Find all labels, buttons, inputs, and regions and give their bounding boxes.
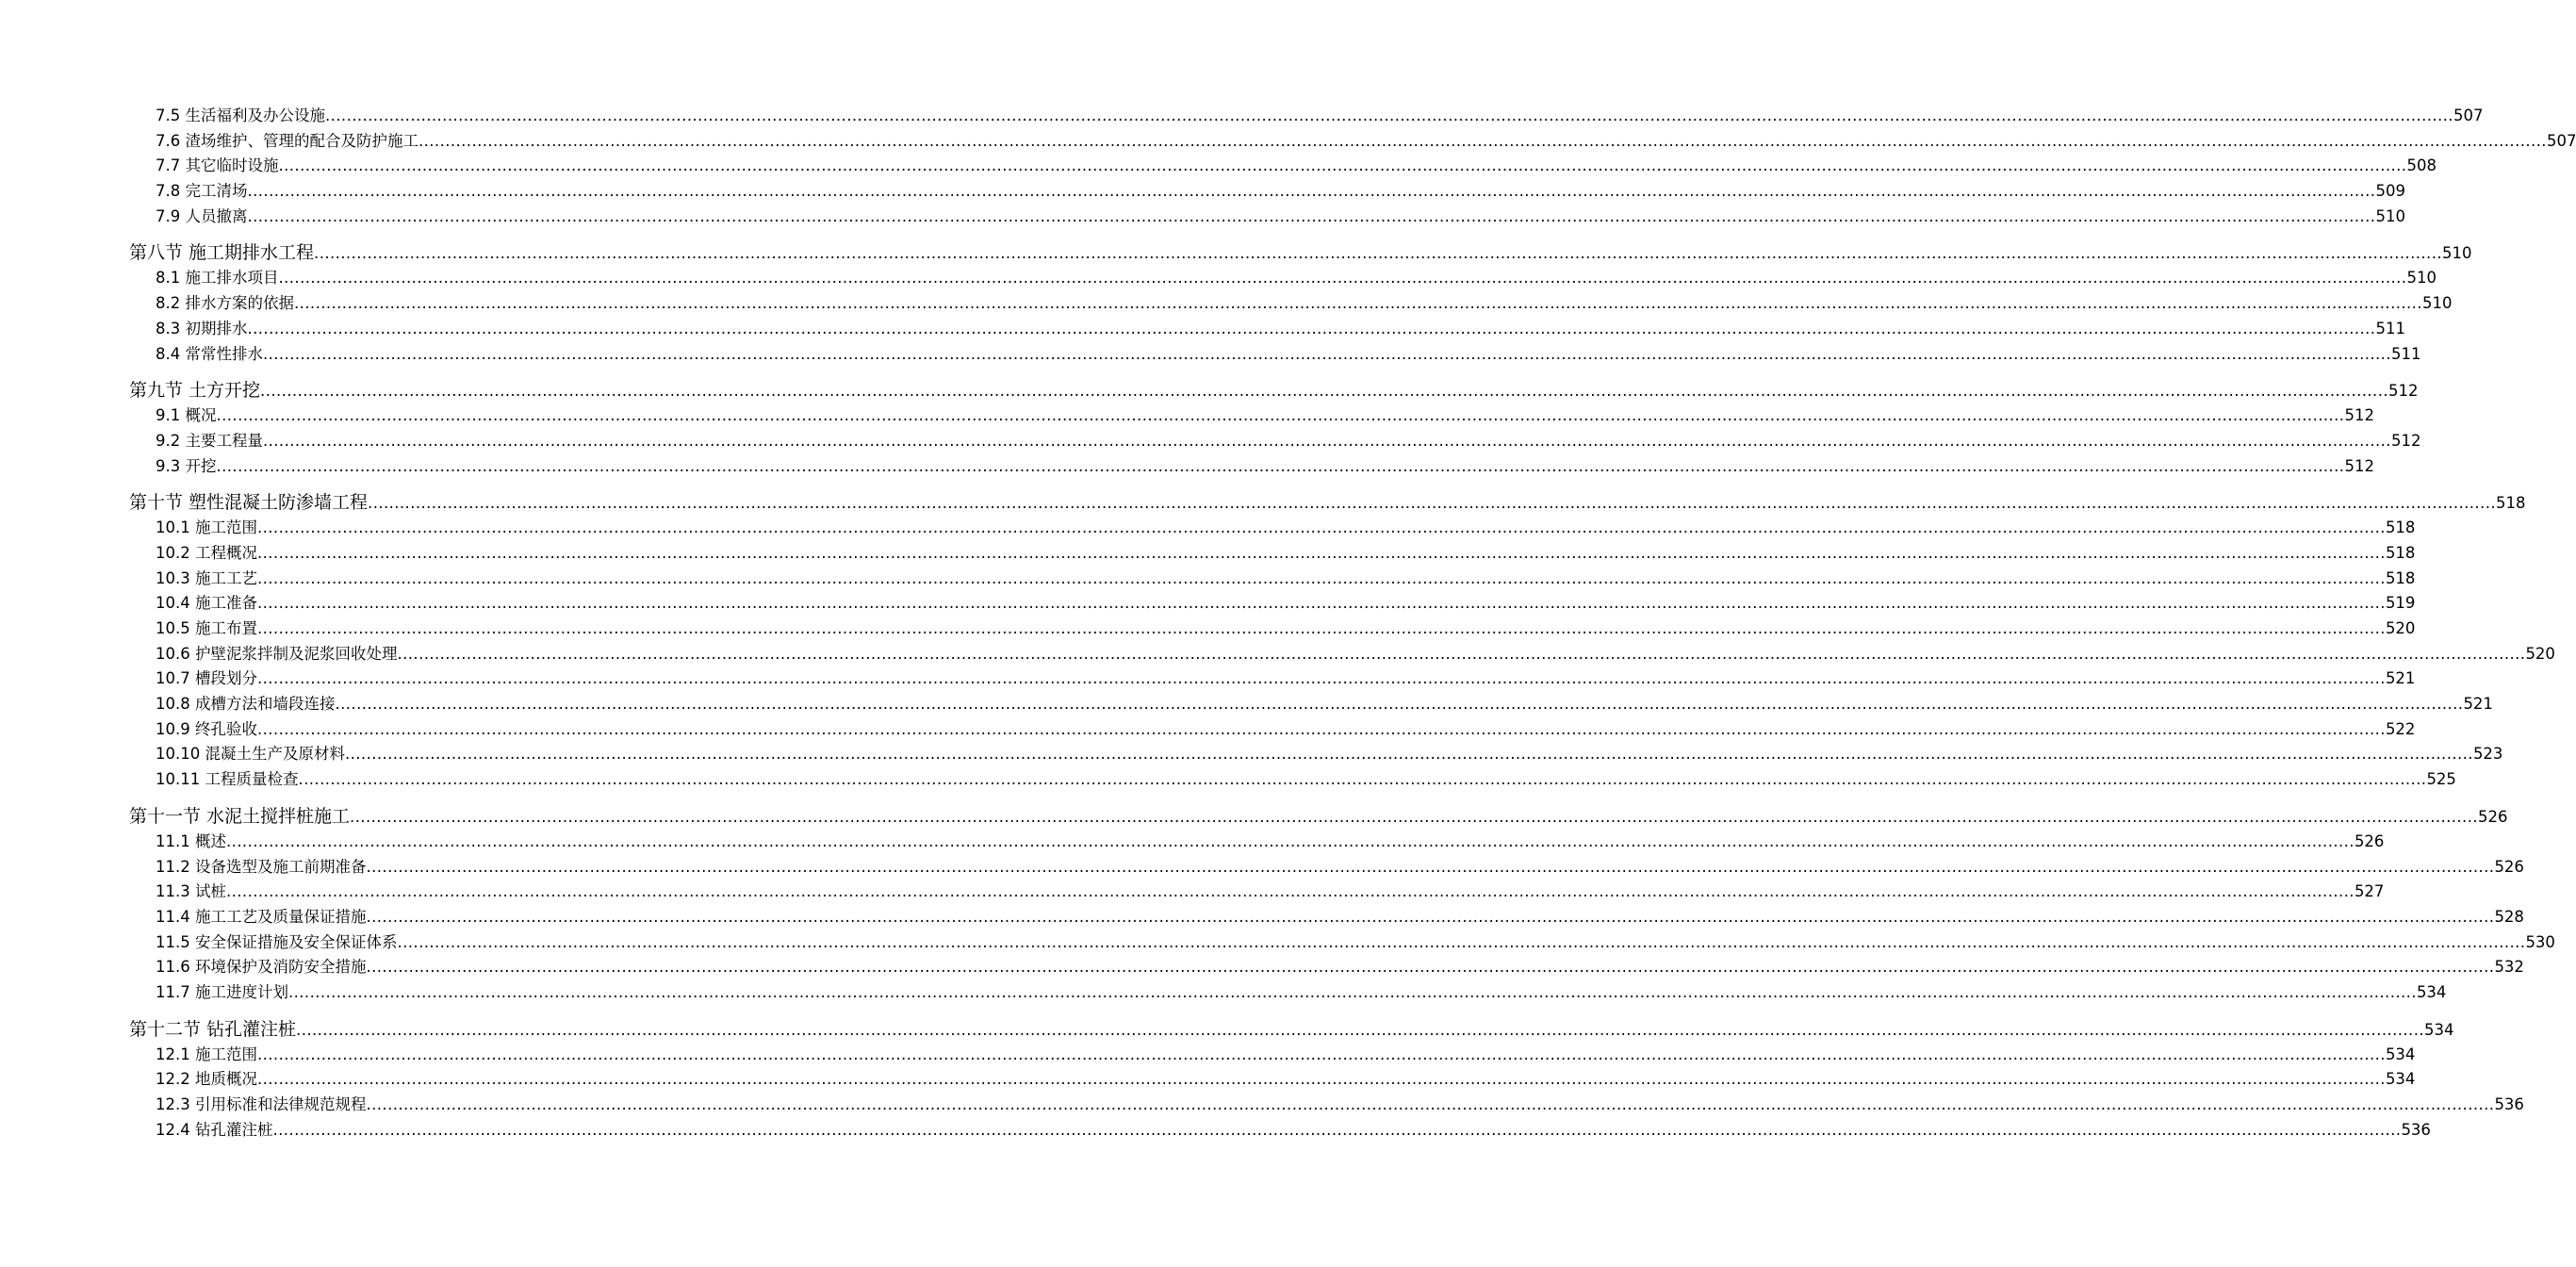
dot-leader: ................................................................................................................................................................................................................................................................................................................................................................................................................ <box>225 882 2354 901</box>
toc-page-number: 526 <box>2494 857 2524 876</box>
toc-entry-title: 12.4 钻孔灌注桩 <box>156 1120 273 1139</box>
toc-page-number: 525 <box>2426 770 2456 789</box>
toc-page-number: 530 <box>2525 932 2555 951</box>
toc-page-number: 528 <box>2494 907 2524 926</box>
table-of-contents <box>0 104 2576 1143</box>
toc-subsection-entry[interactable] <box>156 855 2524 880</box>
toc-subsection-entry[interactable] <box>156 1118 2431 1144</box>
toc-page-number: 534 <box>2385 1045 2416 1063</box>
toc-page-number: 521 <box>2385 669 2416 688</box>
dot-leader: ................................................................................................................................................................................................................................................................................................................................................................................................................ <box>247 319 2376 337</box>
dot-leader: ................................................................................................................................................................................................................................................................................................................................................................................................................ <box>298 770 2427 789</box>
toc-entry-title: 7.9 人员撤离 <box>156 206 248 225</box>
dot-leader: ................................................................................................................................................................................................................................................................................................................................................................................................................ <box>366 907 2495 926</box>
toc-entry-title: 7.7 其它临时设施 <box>156 156 279 175</box>
toc-subsection-entry[interactable] <box>156 179 2405 205</box>
toc-subsection-entry[interactable] <box>156 767 2456 793</box>
toc-entry-title: 11.2 设备选型及施工前期准备 <box>156 857 367 876</box>
dot-leader: ................................................................................................................................................................................................................................................................................................................................................................................................................ <box>216 456 2345 475</box>
dot-leader: ................................................................................................................................................................................................................................................................................................................................................................................................................ <box>366 958 2495 977</box>
toc-page-number: 534 <box>2416 982 2447 1001</box>
toc-page-number: 520 <box>2385 619 2416 637</box>
dot-leader: ................................................................................................................................................................................................................................................................................................................................................................................................................ <box>278 269 2407 288</box>
toc-entry-title: 10.6 护壁泥浆拌制及泥浆回收处理 <box>156 644 398 663</box>
toc-page-number: 523 <box>2472 745 2503 764</box>
toc-section-entry[interactable] <box>129 803 2508 830</box>
dot-leader: ................................................................................................................................................................................................................................................................................................................................................................................................................ <box>256 518 2386 537</box>
toc-entry-title: 10.4 施工准备 <box>156 594 257 613</box>
toc-entry-title: 10.2 工程概况 <box>156 543 257 562</box>
toc-page-number: 510 <box>2375 206 2405 225</box>
toc-page-number: 512 <box>2390 431 2421 450</box>
toc-subsection-entry[interactable] <box>156 830 2385 855</box>
toc-page-number: 507 <box>2546 131 2576 150</box>
dot-leader: ................................................................................................................................................................................................................................................................................................................................................................................................................ <box>256 1045 2386 1063</box>
toc-entry-title: 10.3 施工工艺 <box>156 568 257 587</box>
toc-subsection-entry[interactable] <box>156 516 2416 541</box>
toc-page-number: 511 <box>2375 319 2405 337</box>
dot-leader: ................................................................................................................................................................................................................................................................................................................................................................................................................ <box>368 494 2496 513</box>
dot-leader: ................................................................................................................................................................................................................................................................................................................................................................................................................ <box>397 644 2526 663</box>
toc-entry-title: 第八节 施工期排水工程 <box>129 242 315 264</box>
dot-leader: ................................................................................................................................................................................................................................................................................................................................................................................................................ <box>350 807 2478 826</box>
dot-leader: ................................................................................................................................................................................................................................................................................................................................................................................................................ <box>260 382 2388 401</box>
toc-subsection-entry[interactable] <box>156 617 2416 642</box>
toc-section-entry[interactable] <box>129 377 2419 403</box>
toc-entry-title: 8.4 常常性排水 <box>156 344 263 363</box>
toc-entry-title: 8.2 排水方案的依据 <box>156 294 294 313</box>
dot-leader: ................................................................................................................................................................................................................................................................................................................................................................................................................ <box>397 932 2526 951</box>
toc-page-number: 520 <box>2525 644 2555 663</box>
toc-page-number: 509 <box>2375 182 2405 201</box>
dot-leader: ................................................................................................................................................................................................................................................................................................................................................................................................................ <box>256 543 2386 562</box>
toc-entry-title: 7.8 完工清场 <box>156 182 248 201</box>
toc-subsection-entry[interactable] <box>156 717 2416 743</box>
toc-subsection-entry[interactable] <box>156 454 2374 480</box>
dot-leader: ................................................................................................................................................................................................................................................................................................................................................................................................................ <box>344 745 2473 764</box>
dot-leader: ................................................................................................................................................................................................................................................................................................................................................................................................................ <box>325 107 2453 124</box>
dot-leader: ................................................................................................................................................................................................................................................................................................................................................................................................................ <box>296 1020 2424 1039</box>
toc-subsection-entry[interactable] <box>156 742 2503 767</box>
toc-page-number: 518 <box>2385 568 2416 587</box>
dot-leader: ................................................................................................................................................................................................................................................................................................................................................................................................................ <box>272 1120 2402 1139</box>
toc-subsection-entry[interactable] <box>156 154 2437 179</box>
toc-section-entry[interactable] <box>129 239 2472 266</box>
toc-subsection-entry[interactable] <box>156 317 2405 342</box>
toc-page-number: 512 <box>2344 456 2374 475</box>
toc-entry-title: 8.1 施工排水项目 <box>156 269 279 288</box>
dot-leader: ................................................................................................................................................................................................................................................................................................................................................................................................................ <box>256 669 2386 688</box>
toc-entry-title: 第十二节 钻孔灌注桩 <box>129 1018 297 1040</box>
toc-entry-title: 11.1 概述 <box>156 831 226 850</box>
toc-section-entry[interactable] <box>129 489 2526 516</box>
toc-subsection-entry[interactable] <box>156 1067 2416 1093</box>
toc-page-number: 536 <box>2494 1095 2524 1113</box>
dot-leader: ................................................................................................................................................................................................................................................................................................................................................................................................................ <box>225 831 2354 850</box>
toc-page-number: 527 <box>2354 882 2385 901</box>
toc-page-number: 512 <box>2388 382 2419 401</box>
toc-entry-title: 12.1 施工范围 <box>156 1045 257 1063</box>
toc-subsection-entry[interactable] <box>156 591 2416 617</box>
toc-subsection-entry[interactable] <box>156 342 2421 368</box>
toc-entry-title: 7.6 渣场维护、管理的配合及防护施工 <box>156 131 418 150</box>
dot-leader: ................................................................................................................................................................................................................................................................................................................................................................................................................ <box>366 857 2495 876</box>
toc-page-number: 510 <box>2406 269 2437 288</box>
dot-leader: ................................................................................................................................................................................................................................................................................................................................................................................................................ <box>256 568 2386 587</box>
toc-entry-title: 10.8 成槽方法和墙段连接 <box>156 695 336 714</box>
toc-subsection-entry[interactable] <box>156 642 2555 667</box>
toc-entry-title: 10.1 施工范围 <box>156 518 257 537</box>
toc-subsection-entry[interactable] <box>156 266 2437 291</box>
toc-subsection-entry[interactable] <box>156 567 2416 592</box>
dot-leader: ................................................................................................................................................................................................................................................................................................................................................................................................................ <box>256 594 2386 613</box>
toc-subsection-entry[interactable] <box>156 429 2421 454</box>
dot-leader: ................................................................................................................................................................................................................................................................................................................................................................................................................ <box>263 431 2391 450</box>
toc-page-number: 522 <box>2385 719 2416 738</box>
toc-entry-title: 9.3 开挖 <box>156 456 217 475</box>
dot-leader: ................................................................................................................................................................................................................................................................................................................................................................................................................ <box>314 244 2442 263</box>
dot-leader: ................................................................................................................................................................................................................................................................................................................................................................................................................ <box>263 344 2391 363</box>
toc-page-number: 534 <box>2385 1070 2416 1089</box>
toc-page-number: 518 <box>2385 543 2416 562</box>
toc-subsection-entry[interactable] <box>156 692 2493 717</box>
toc-page-number: 511 <box>2390 344 2421 363</box>
toc-page-number: 512 <box>2344 406 2374 425</box>
dot-leader: ................................................................................................................................................................................................................................................................................................................................................................................................................ <box>256 619 2386 637</box>
toc-entry-title: 9.2 主要工程量 <box>156 431 263 450</box>
toc-subsection-entry[interactable] <box>156 880 2385 905</box>
toc-subsection-entry[interactable] <box>156 905 2524 930</box>
toc-subsection-entry[interactable] <box>156 205 2405 230</box>
dot-leader: ................................................................................................................................................................................................................................................................................................................................................................................................................ <box>294 294 2422 313</box>
toc-entry-title: 10.9 终孔验收 <box>156 719 257 738</box>
toc-section-entry[interactable] <box>129 1016 2454 1043</box>
toc-page-number: 510 <box>2421 294 2453 313</box>
toc-page-number: 532 <box>2494 958 2524 977</box>
toc-entry-title: 9.1 概况 <box>156 406 217 425</box>
toc-page-number: 518 <box>2385 518 2416 537</box>
toc-page-number: 510 <box>2442 244 2472 263</box>
toc-page-number: 508 <box>2406 156 2437 175</box>
toc-entry-title: 12.2 地质概况 <box>156 1070 257 1089</box>
dot-leader: ................................................................................................................................................................................................................................................................................................................................................................................................................ <box>278 156 2407 175</box>
toc-subsection-entry[interactable] <box>156 104 2484 129</box>
toc-entry-title: 10.5 施工布置 <box>156 619 257 637</box>
toc-subsection-entry[interactable] <box>156 541 2416 567</box>
toc-subsection-entry[interactable] <box>156 980 2447 1006</box>
toc-entry-title: 11.3 试桩 <box>156 882 226 901</box>
toc-entry-title: 11.5 安全保证措施及安全保证体系 <box>156 932 398 951</box>
toc-page-number: 534 <box>2424 1020 2454 1039</box>
dot-leader: ................................................................................................................................................................................................................................................................................................................................................................................................................ <box>216 406 2345 425</box>
toc-page-number: 536 <box>2401 1120 2431 1139</box>
toc-entry-title: 12.3 引用标准和法律规范规程 <box>156 1095 367 1113</box>
toc-entry-title: 第十节 塑性混凝土防渗墙工程 <box>129 492 369 514</box>
toc-entry-title: 第九节 土方开挖 <box>129 380 261 402</box>
toc-subsection-entry[interactable] <box>156 129 2576 155</box>
toc-subsection-entry[interactable] <box>156 403 2374 429</box>
dot-leader: ................................................................................................................................................................................................................................................................................................................................................................................................................ <box>256 719 2386 738</box>
dot-leader: ................................................................................................................................................................................................................................................................................................................................................................................................................ <box>366 1095 2495 1113</box>
dot-leader: ................................................................................................................................................................................................................................................................................................................................................................................................................ <box>418 131 2547 150</box>
toc-subsection-entry[interactable] <box>156 930 2555 956</box>
dot-leader: ................................................................................................................................................................................................................................................................................................................................................................................................................ <box>256 1070 2386 1089</box>
toc-entry-title: 11.4 施工工艺及质量保证措施 <box>156 907 367 926</box>
toc-page-number: 521 <box>2463 695 2493 714</box>
toc-page-number: 526 <box>2478 807 2508 826</box>
toc-subsection-entry[interactable] <box>156 666 2416 692</box>
dot-leader: ................................................................................................................................................................................................................................................................................................................................................................................................................ <box>247 182 2376 201</box>
toc-subsection-entry[interactable] <box>156 291 2453 317</box>
toc-entry-title: 11.6 环境保护及消防安全措施 <box>156 958 367 977</box>
toc-entry-title: 10.7 槽段划分 <box>156 669 257 688</box>
toc-entry-title: 8.3 初期排水 <box>156 319 248 337</box>
dot-leader: ................................................................................................................................................................................................................................................................................................................................................................................................................ <box>247 206 2376 225</box>
toc-entry-title: 10.11 工程质量检查 <box>156 770 299 789</box>
toc-subsection-entry[interactable] <box>156 1093 2524 1118</box>
toc-subsection-entry[interactable] <box>156 1043 2416 1068</box>
toc-page-number: 518 <box>2496 494 2526 513</box>
toc-page-number: 507 <box>2453 107 2484 124</box>
dot-leader: ................................................................................................................................................................................................................................................................................................................................................................................................................ <box>335 695 2464 714</box>
toc-entry-title: 10.10 混凝土生产及原材料 <box>156 745 345 764</box>
toc-entry-title: 11.7 施工进度计划 <box>156 982 288 1001</box>
toc-entry-title: 第十一节 水泥土搅拌桩施工 <box>129 805 351 827</box>
toc-page-number: 519 <box>2385 594 2416 613</box>
toc-page-number: 526 <box>2354 831 2385 850</box>
toc-subsection-entry[interactable] <box>156 955 2524 980</box>
toc-entry-title: 7.5 生活福利及办公设施 <box>156 107 325 124</box>
dot-leader: ................................................................................................................................................................................................................................................................................................................................................................................................................ <box>287 982 2417 1001</box>
